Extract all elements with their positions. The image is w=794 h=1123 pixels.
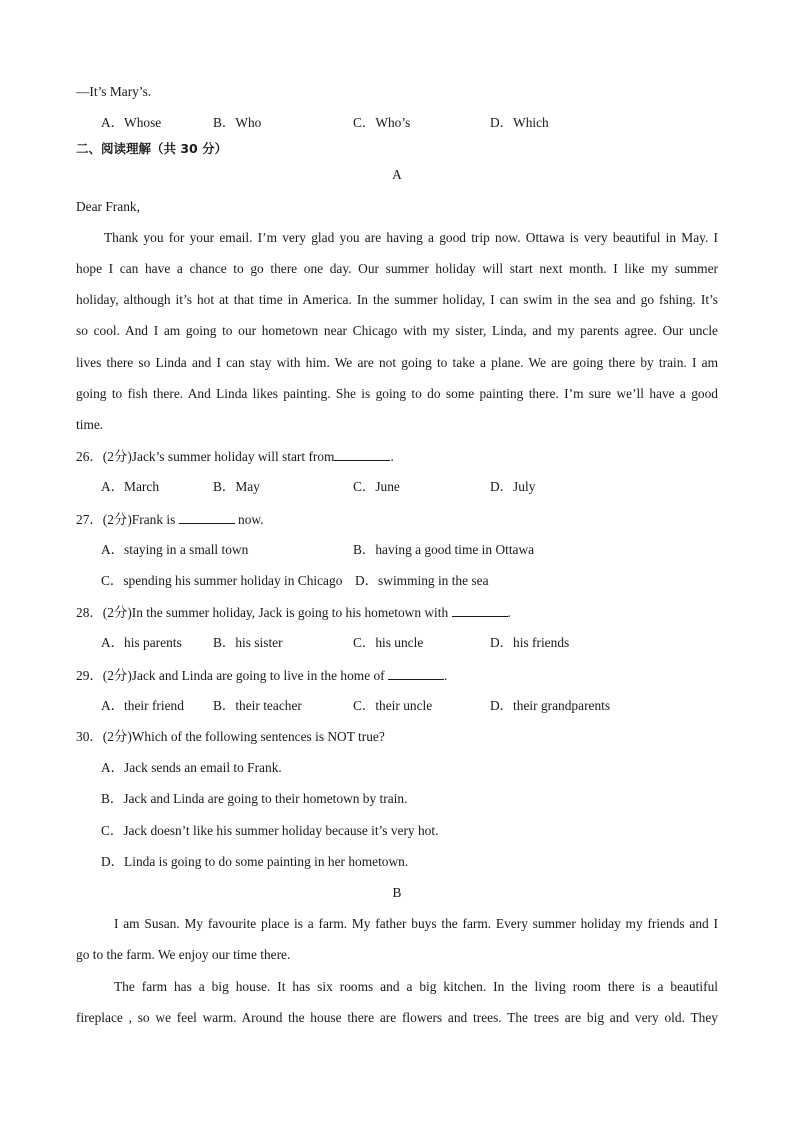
letter-greeting: Dear Frank, <box>76 199 140 214</box>
q28-option-b: B．his sister <box>213 635 283 650</box>
q29-option-a: A．their friend <box>101 698 184 713</box>
answer-blank <box>388 667 444 680</box>
q29-option-c: C．their uncle <box>353 698 433 713</box>
question-28-stem <box>76 604 718 621</box>
q25-option-b: B．Who <box>213 115 262 130</box>
q28-option-a: A．his parents <box>101 635 182 650</box>
passage-a-line: lives there so Linda and I can stay with him. We are not going to take a plane. We are going there by train. I am <box>76 355 718 370</box>
passage-a-line: holiday, although it’s hot at that time in America. In the summer holiday, I can swim in the sea and go fshing. It’s <box>76 292 718 307</box>
q26-option-a: A．March <box>101 479 160 494</box>
q27-option-a: A．staying in a small town <box>101 542 249 557</box>
q28-option-d: D．his friends <box>490 635 570 650</box>
passage-a-line: time. <box>76 417 104 432</box>
question-27-stem <box>76 511 718 528</box>
q27-option-d: D．swimming in the sea <box>355 573 489 588</box>
question-stem-text: 28．(2分)In the summer holiday, Jack is going to his hometown with <box>76 605 449 620</box>
q26-option-c: C．June <box>353 479 400 494</box>
passage-b-line: I am Susan. My favourite place is a farm. My father buys the farm. Every summer holiday my friends and I <box>114 916 718 931</box>
q29-option-b: B．their teacher <box>213 698 302 713</box>
passage-a-line: so cool. And I am going to our hometown near Chicago with my sister, Linda, and my parents agree. Our uncle <box>76 323 718 338</box>
q25-option-c: C．Who’s <box>353 115 411 130</box>
passage-a-line: hope I can have a chance to go there one day. Our summer holiday will start next month. I like my summer <box>76 261 718 276</box>
passage-b-line: go to the farm. We enjoy our time there. <box>76 947 291 962</box>
q30-option-c: C．Jack doesn’t like his summer holiday because it’s very hot. <box>101 823 439 838</box>
passage-b-label: B <box>392 885 402 900</box>
question-stem-text: 29．(2分)Jack and Linda are going to live in the home of <box>76 668 385 683</box>
question-stem-text: 26．(2分)Jack’s summer holiday will start from <box>76 449 335 464</box>
q25-option-a: A．Whose <box>101 115 162 130</box>
question-29-stem <box>76 667 718 684</box>
q26-option-d: D．July <box>490 479 536 494</box>
question-stem-end: . <box>507 605 511 620</box>
question-30-stem: 30．(2分)Which of the following sentences is NOT true? <box>76 729 385 744</box>
q30-option-b: B．Jack and Linda are going to their hometown by train. <box>101 791 408 806</box>
q27-option-c: C．spending his summer holiday in Chicago <box>101 573 343 588</box>
q30-option-a: A．Jack sends an email to Frank. <box>101 760 282 775</box>
question-stem-text: 27．(2分)Frank is <box>76 512 176 527</box>
passage-a-line: going to fish there. And Linda likes painting. She is going to do some painting there. I’m sure we’ll have a good <box>76 386 718 401</box>
q29-option-d: D．their grandparents <box>490 698 611 713</box>
passage-a-line: Thank you for your email. I’m very glad you are having a good trip now. Ottawa is very beautiful in May. I <box>104 230 718 245</box>
question-stem-end: now. <box>234 512 264 527</box>
q30-option-d: D．Linda is going to do some painting in her hometown. <box>101 854 409 869</box>
q25-option-d: D．Which <box>490 115 549 130</box>
question-stem-end: . <box>390 449 394 464</box>
passage-a-label: A <box>392 167 402 182</box>
section-title: 二、阅读理解（共 30 分） <box>76 141 228 156</box>
answer-blank <box>334 448 390 461</box>
q27-option-b: B．having a good time in Ottawa <box>353 542 535 557</box>
passage-b-line: fireplace , so we feel warm. Around the house there are flowers and trees. The trees are big and very old. They <box>76 1010 718 1025</box>
q26-option-b: B．May <box>213 479 260 494</box>
q28-option-c: C．his uncle <box>353 635 424 650</box>
answer-blank <box>179 511 235 524</box>
passage-b-line: The farm has a big house. It has six rooms and a big kitchen. In the living room there is a beautiful <box>114 979 718 994</box>
question-26-stem <box>76 448 718 465</box>
question-stem-end: . <box>444 668 448 683</box>
answer-blank <box>452 604 508 617</box>
q25-answer-line: —It’s Mary’s. <box>76 84 152 99</box>
